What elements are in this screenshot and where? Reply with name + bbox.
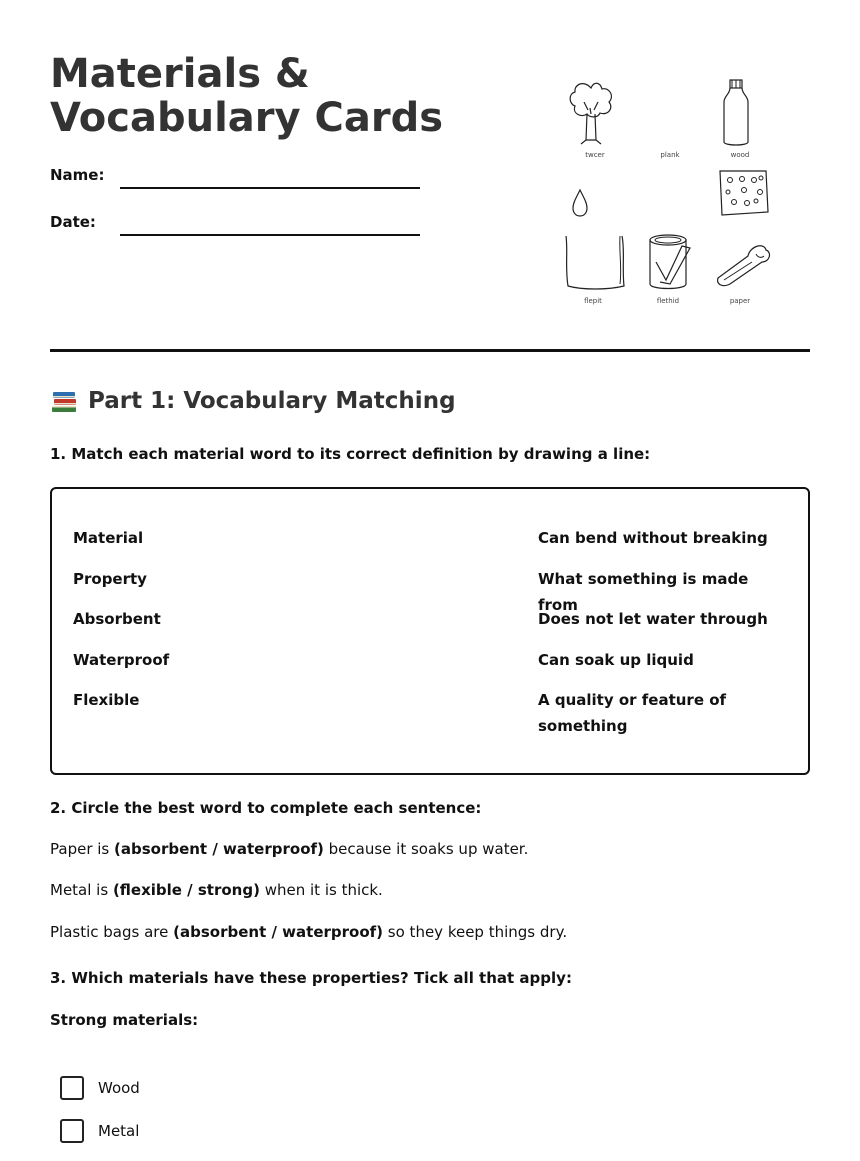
name-line[interactable] bbox=[120, 187, 420, 189]
option-label: Wood bbox=[98, 1079, 140, 1097]
question-3: 3. Which materials have these properties? Tick all that apply: bbox=[50, 969, 572, 987]
term-absorbent[interactable]: Absorbent bbox=[73, 610, 161, 628]
picture-caption: flethid bbox=[656, 297, 680, 305]
term-waterproof[interactable]: Waterproof bbox=[73, 651, 170, 669]
date-line[interactable] bbox=[120, 234, 420, 236]
picture-caption: paper bbox=[729, 297, 751, 305]
sentence-2 bbox=[50, 881, 383, 899]
picture-caption: twcer bbox=[585, 151, 605, 159]
word-choice[interactable]: (flexible / strong) bbox=[112, 881, 260, 899]
sentence-text: so they keep things dry. bbox=[383, 923, 568, 941]
option-label: Metal bbox=[98, 1122, 140, 1140]
picture-caption: plank bbox=[660, 151, 680, 159]
strong-materials-label: Strong materials: bbox=[50, 1011, 199, 1029]
sentence-text: Paper is bbox=[50, 840, 114, 858]
checkbox[interactable] bbox=[60, 1119, 84, 1143]
word-choice[interactable]: (absorbent / waterproof) bbox=[114, 840, 324, 858]
bottle-icon bbox=[718, 78, 754, 150]
part1-heading-text: Part 1: Vocabulary Matching bbox=[88, 388, 456, 414]
tongs-icon bbox=[714, 240, 772, 290]
option-metal[interactable] bbox=[60, 1119, 139, 1143]
page-title: Materials & Vocabulary Cards bbox=[50, 51, 444, 141]
sentence-text: because it soaks up water. bbox=[323, 840, 529, 858]
can-icon bbox=[646, 232, 694, 294]
matching-box bbox=[50, 487, 810, 775]
tree-icon bbox=[566, 78, 616, 146]
section-divider bbox=[50, 349, 810, 352]
materials-picture-grid bbox=[558, 76, 778, 316]
question-1: 1. Match each material word to its correct definition by drawing a line: bbox=[50, 445, 651, 463]
definition-item[interactable]: Can soak up liquid bbox=[538, 651, 694, 669]
term-property[interactable]: Property bbox=[73, 570, 147, 588]
sentence-1 bbox=[50, 840, 528, 858]
definition-item[interactable]: A quality or feature of something bbox=[538, 691, 727, 735]
definition-item[interactable]: What something is made from bbox=[538, 570, 749, 614]
checkbox[interactable] bbox=[60, 1076, 84, 1100]
sentence-text: Metal is bbox=[50, 881, 113, 899]
water-drop-icon bbox=[570, 188, 590, 218]
definition-item[interactable]: Does not let water through bbox=[538, 610, 768, 628]
sentence-text: Plastic bags are bbox=[50, 923, 174, 941]
picture-caption: wood bbox=[730, 151, 750, 159]
question-2: 2. Circle the best word to complete each sentence: bbox=[50, 799, 482, 817]
date-label: Date: bbox=[50, 213, 96, 231]
definition-item[interactable]: Can bend without breaking bbox=[538, 529, 768, 547]
term-flexible[interactable]: Flexible bbox=[73, 691, 140, 709]
part1-heading bbox=[50, 388, 456, 414]
sentence-text: when it is thick. bbox=[259, 881, 383, 899]
bag-icon bbox=[562, 234, 628, 294]
term-material[interactable]: Material bbox=[73, 529, 144, 547]
word-choice[interactable]: (absorbent / waterproof) bbox=[173, 923, 384, 941]
picture-caption: flepit bbox=[584, 297, 602, 305]
name-label: Name: bbox=[50, 166, 105, 184]
sentence-3 bbox=[50, 923, 567, 941]
books-icon bbox=[50, 388, 78, 414]
option-wood[interactable] bbox=[60, 1076, 140, 1100]
sponge-icon bbox=[716, 168, 772, 218]
